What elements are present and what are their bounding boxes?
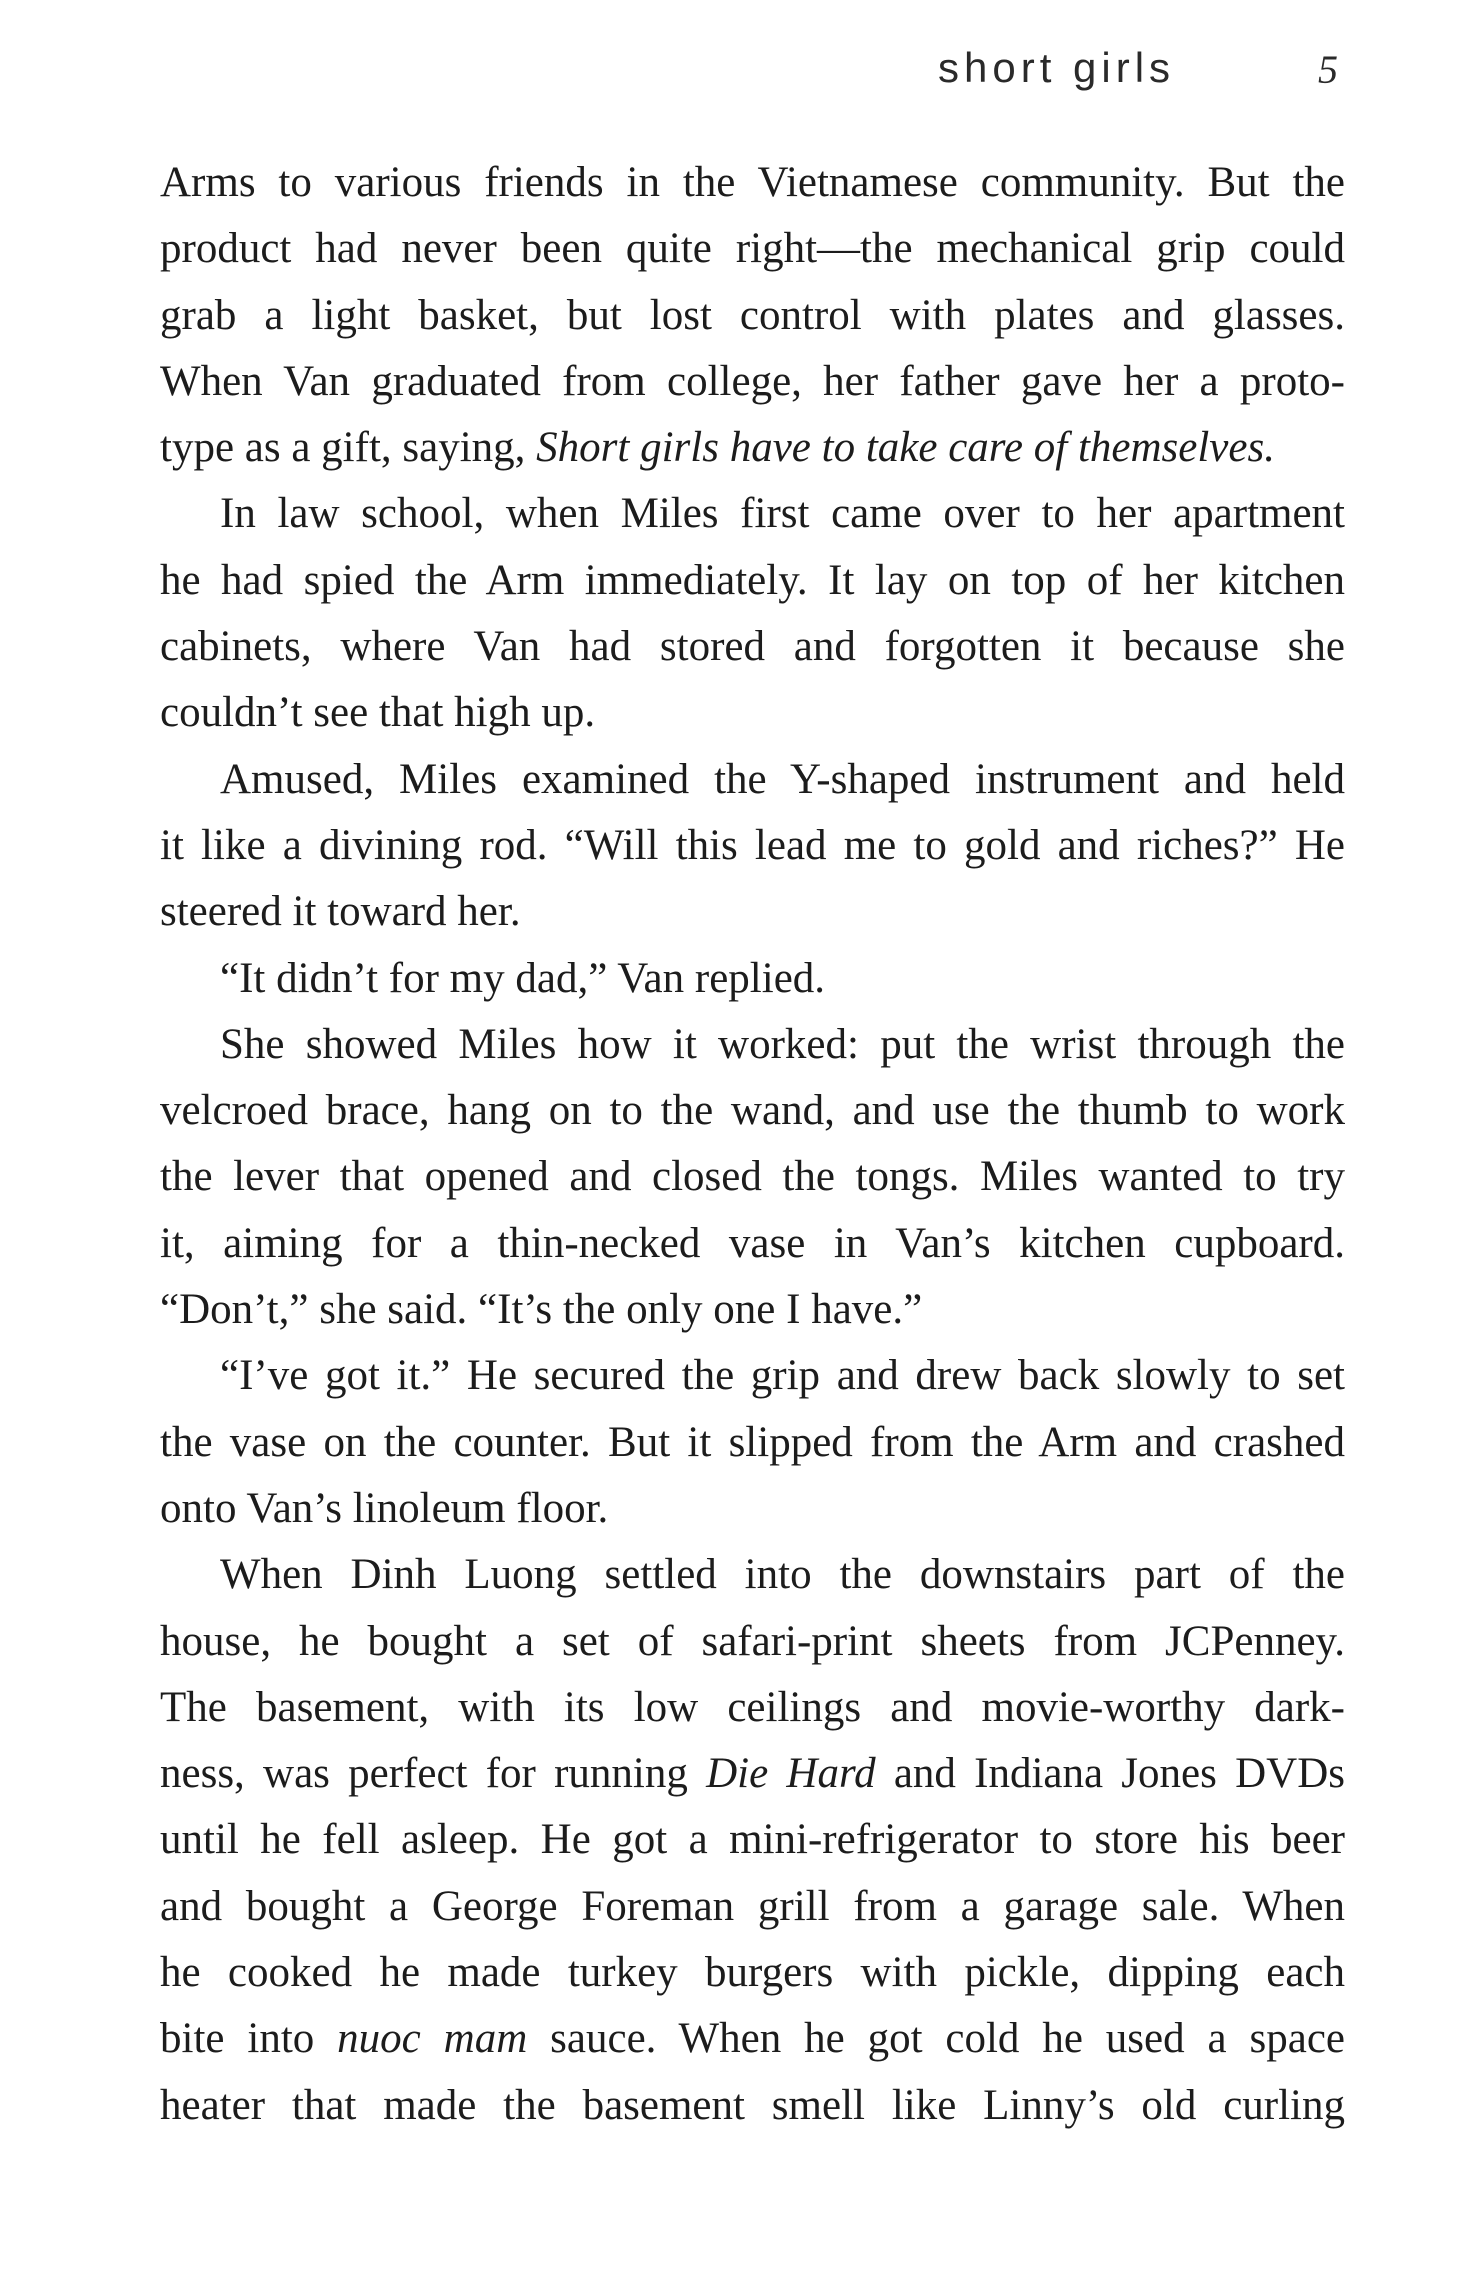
text-segment: and Indiana Jones DVDs [875, 1750, 1345, 1798]
text-segment: bite into [160, 2015, 338, 2063]
text-line [160, 2006, 1345, 2072]
text-line: She showed Miles how it worked: put the wrist through the [220, 1020, 1345, 1068]
text-line: “It didn’t for my dad,” Van replied. [220, 954, 826, 1002]
body-text [160, 150, 1345, 2139]
text-segment: ness, was perfect for running [160, 1750, 707, 1798]
text-line [160, 1741, 1345, 1807]
italic-title: Die Hard [706, 1750, 876, 1798]
running-head [0, 44, 1476, 104]
text-line: onto Van’s linoleum floor. [160, 1484, 609, 1532]
text-line: heater that made the basement smell like Linny’s old curling [160, 2081, 1345, 2129]
text-line: steered it toward her. [160, 888, 521, 936]
text-line: Arms to various friends in the Vietnamese community. But the [160, 159, 1345, 206]
text-line: couldn’t see that high up. [160, 689, 596, 737]
text-line: product had never been quite right—the mechanical grip could [160, 225, 1345, 273]
text-segment: sauce. When he got cold he used a space [527, 2015, 1345, 2063]
text-line: he had spied the Arm immediately. It lay on top of her kitchen [160, 556, 1345, 604]
text-line: When Dinh Luong settled into the downstairs part of the [220, 1551, 1345, 1599]
text-line: velcroed brace, hang on to the wand, and use the thumb to work [160, 1087, 1345, 1135]
italic-quote: Short girls have to take care of themselves. [536, 424, 1275, 472]
text-line [160, 415, 1345, 481]
italic-term: nuoc mam [337, 2015, 528, 2063]
text-line: it like a divining rod. “Will this lead me to gold and riches?” He [160, 821, 1345, 869]
running-title: short girls [938, 44, 1176, 91]
page-number: 5 [1318, 47, 1338, 92]
text-line: The basement, with its low ceilings and movie-worthy dark- [160, 1683, 1345, 1731]
text-line: cabinets, where Van had stored and forgotten it because she [160, 623, 1345, 671]
text-line: it, aiming for a thin-necked vase in Van’s kitchen cupboard. [160, 1219, 1345, 1267]
text-line: he cooked he made turkey burgers with pickle, dipping each [160, 1949, 1345, 1997]
text-line: In law school, when Miles first came over to her apartment [220, 490, 1345, 538]
text-line: Amused, Miles examined the Y-shaped instrument and held [220, 755, 1345, 803]
text-line: the vase on the counter. But it slipped from the Arm and crashed [160, 1418, 1345, 1466]
text-line: “Don’t,” she said. “It’s the only one I have.” [160, 1286, 923, 1334]
text-line: the lever that opened and closed the tongs. Miles wanted to try [160, 1153, 1345, 1201]
text-line: and bought a George Foreman grill from a garage sale. When [160, 1882, 1345, 1930]
text-segment: type as a gift, saying, [160, 424, 537, 472]
text-line: When Van graduated from college, her father gave her a proto- [160, 357, 1345, 405]
text-line: house, he bought a set of safari-print sheets from JCPenney. [160, 1617, 1345, 1665]
text-line: “I’ve got it.” He secured the grip and drew back slowly to set [220, 1352, 1345, 1400]
text-line: until he fell asleep. He got a mini-refrigerator to store his beer [160, 1816, 1345, 1864]
text-line: grab a light basket, but lost control with plates and glasses. [160, 291, 1345, 339]
